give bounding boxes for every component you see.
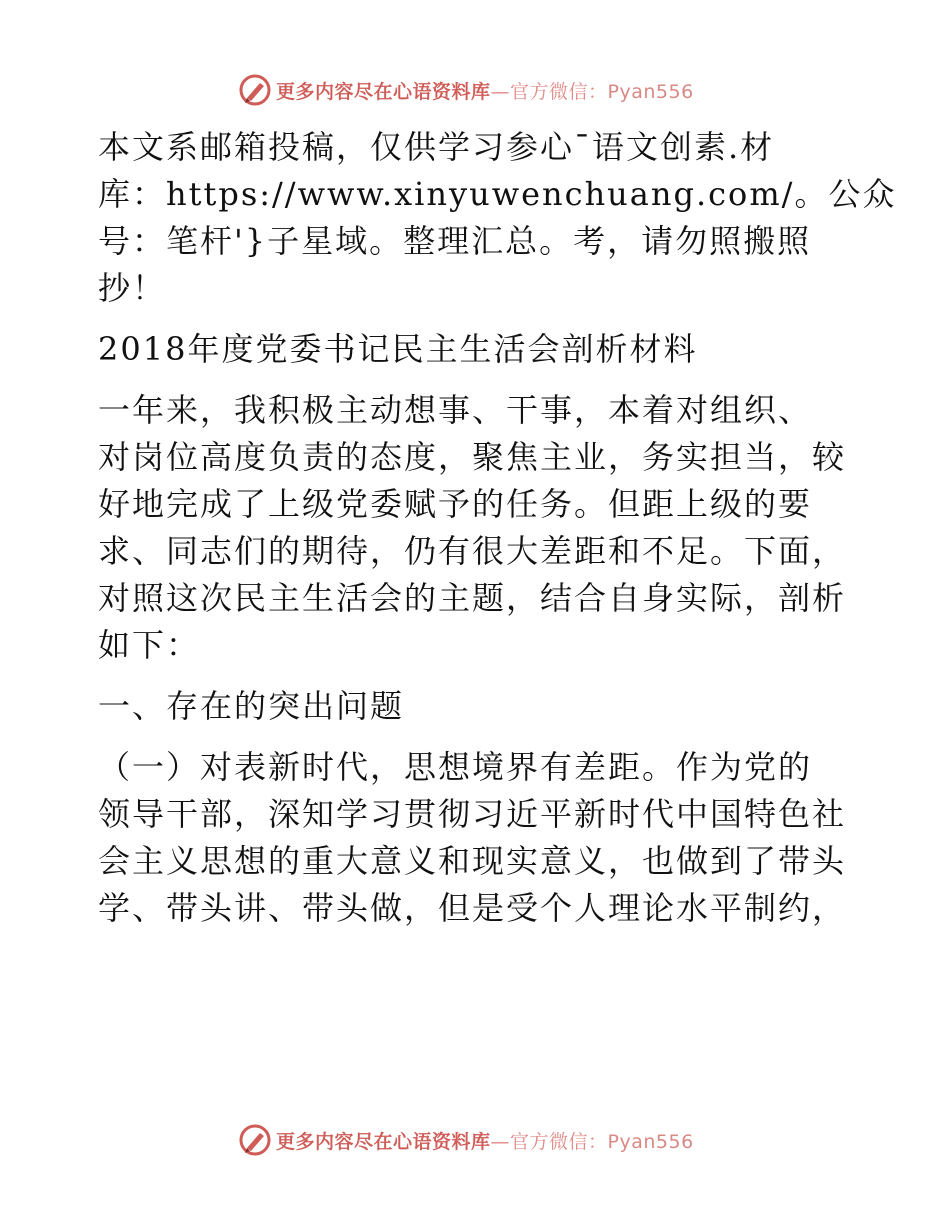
header-banner-text (276, 77, 694, 104)
section-body-line: 会主义思想的重大意义和现实意义，也做到了带头 (98, 842, 847, 880)
intro-line: 一年来，我积极主动想事、干事，本着对组织、 (98, 391, 813, 429)
pen-logo-icon (238, 1123, 272, 1157)
header-wechat-id: Pyan556 (607, 80, 694, 103)
intro-line: 对岗位高度负责的态度，聚焦主业，务实担当，较 (98, 438, 847, 476)
section-body-line: （一）对表新时代，思想境界有差距。作为党的 (98, 748, 813, 786)
section-body-paragraph (98, 744, 858, 932)
header-brand: 更多内容尽在心语资料库 (276, 80, 491, 103)
document-body (98, 124, 897, 946)
pen-logo-icon (238, 73, 272, 107)
footer-banner (238, 1122, 738, 1158)
notice-line: 本文系邮箱投稿，仅供学习参心¯语文创素.材 (98, 128, 775, 166)
section-heading-block (98, 683, 858, 730)
section-body-line: 领导干部，深知学习贯彻习近平新时代中国特色社 (98, 795, 847, 833)
notice-line: 抄！ (98, 269, 167, 307)
document-title-block (98, 326, 858, 373)
footer-separator: — (490, 1130, 511, 1153)
footer-wechat-label: 官方微信： (510, 1130, 608, 1153)
intro-line: 求、同志们的期待，仍有很大差距和不足。下面， (98, 532, 847, 570)
document-title: 2018年度党委书记民主生活会剖析材料 (98, 330, 698, 368)
notice-paragraph (98, 124, 897, 312)
header-separator: — (490, 80, 511, 103)
footer-banner-text (276, 1127, 694, 1154)
notice-line: 库：https://www.xinyuwenchuang.com/。公众 (98, 175, 897, 213)
footer-wechat-id: Pyan556 (607, 1130, 694, 1153)
intro-line: 如下： (98, 626, 201, 664)
header-wechat-label: 官方微信： (510, 80, 608, 103)
section-heading: 一、存在的突出问题 (98, 687, 405, 725)
intro-paragraph (98, 387, 858, 669)
footer-brand: 更多内容尽在心语资料库 (276, 1130, 491, 1153)
section-body-line: 学、带头讲、带头做，但是受个人理论水平制约， (98, 889, 847, 927)
notice-line: 号：笔杆'}子星域。整理汇总。考，请勿照搬照 (98, 222, 812, 260)
intro-line: 对照这次民主生活会的主题，结合自身实际，剖析 (98, 579, 847, 617)
header-banner (238, 72, 738, 108)
intro-line: 好地完成了上级党委赋予的任务。但距上级的要 (98, 485, 813, 523)
